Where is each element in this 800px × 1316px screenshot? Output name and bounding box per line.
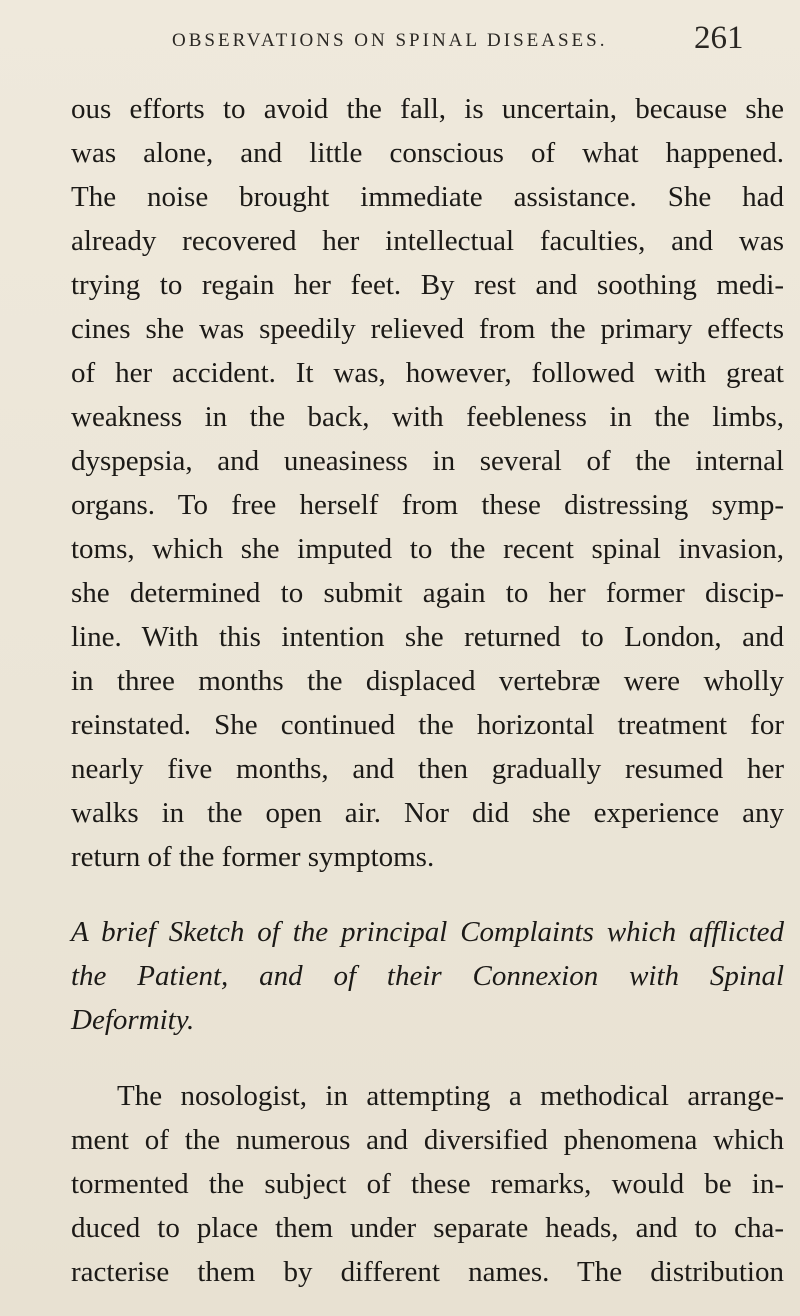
paragraph-1-line: already recovered her intellectual faculties, and was [71, 225, 784, 257]
section-heading-line: the Patient, and of their Connexion with Spinal [71, 960, 784, 992]
paragraph-1-line: dyspepsia, and uneasiness in several of the internal [71, 445, 784, 477]
paragraph-2-line: The nosologist, in attempting a methodical arrange- [117, 1080, 784, 1112]
paragraph-1-line: toms, which she imputed to the recent spinal invasion, [71, 533, 784, 565]
paragraph-1-line: weakness in the back, with feebleness in the limbs, [71, 401, 784, 433]
section-heading-line: Deformity. [71, 1004, 195, 1036]
paragraph-1-line: return of the former symptoms. [71, 841, 435, 873]
paragraph-1-line: organs. To free herself from these distressing symp- [71, 489, 784, 521]
paragraph-1-line: trying to regain her feet. By rest and soothing medi- [71, 269, 784, 301]
paragraph-1-line: ous efforts to avoid the fall, is uncertain, because she [71, 93, 784, 125]
section-heading-line: A brief Sketch of the principal Complaints which afflicted [71, 916, 784, 948]
paragraph-1-line: of her accident. It was, however, followed with great [71, 357, 784, 389]
paragraph-1-line: she determined to submit again to her former discip- [71, 577, 784, 609]
paragraph-1-line: in three months the displaced vertebræ were wholly [71, 665, 784, 697]
page-number: 261 [694, 20, 744, 56]
paragraph-1-line: nearly five months, and then gradually resumed her [71, 753, 784, 785]
paragraph-1-line: cines she was speedily relieved from the primary effects [71, 313, 784, 345]
paragraph-1-line: walks in the open air. Nor did she experience any [71, 797, 784, 829]
paragraph-2-line: duced to place them under separate heads, and to cha- [71, 1212, 784, 1244]
running-head: OBSERVATIONS ON SPINAL DISEASES. [172, 30, 608, 51]
paragraph-2-line: ment of the numerous and diversified phenomena which [71, 1124, 784, 1156]
paragraph-1-line: was alone, and little conscious of what happened. [71, 137, 784, 169]
paragraph-1-line: reinstated. She continued the horizontal treatment for [71, 709, 784, 741]
paragraph-2-line: racterise them by different names. The distribution [71, 1256, 784, 1288]
paragraph-2-line: tormented the subject of these remarks, would be in- [71, 1168, 784, 1200]
paragraph-1-line: The noise brought immediate assistance. She had [71, 181, 784, 213]
paragraph-1-line: line. With this intention she returned to London, and [71, 621, 784, 653]
